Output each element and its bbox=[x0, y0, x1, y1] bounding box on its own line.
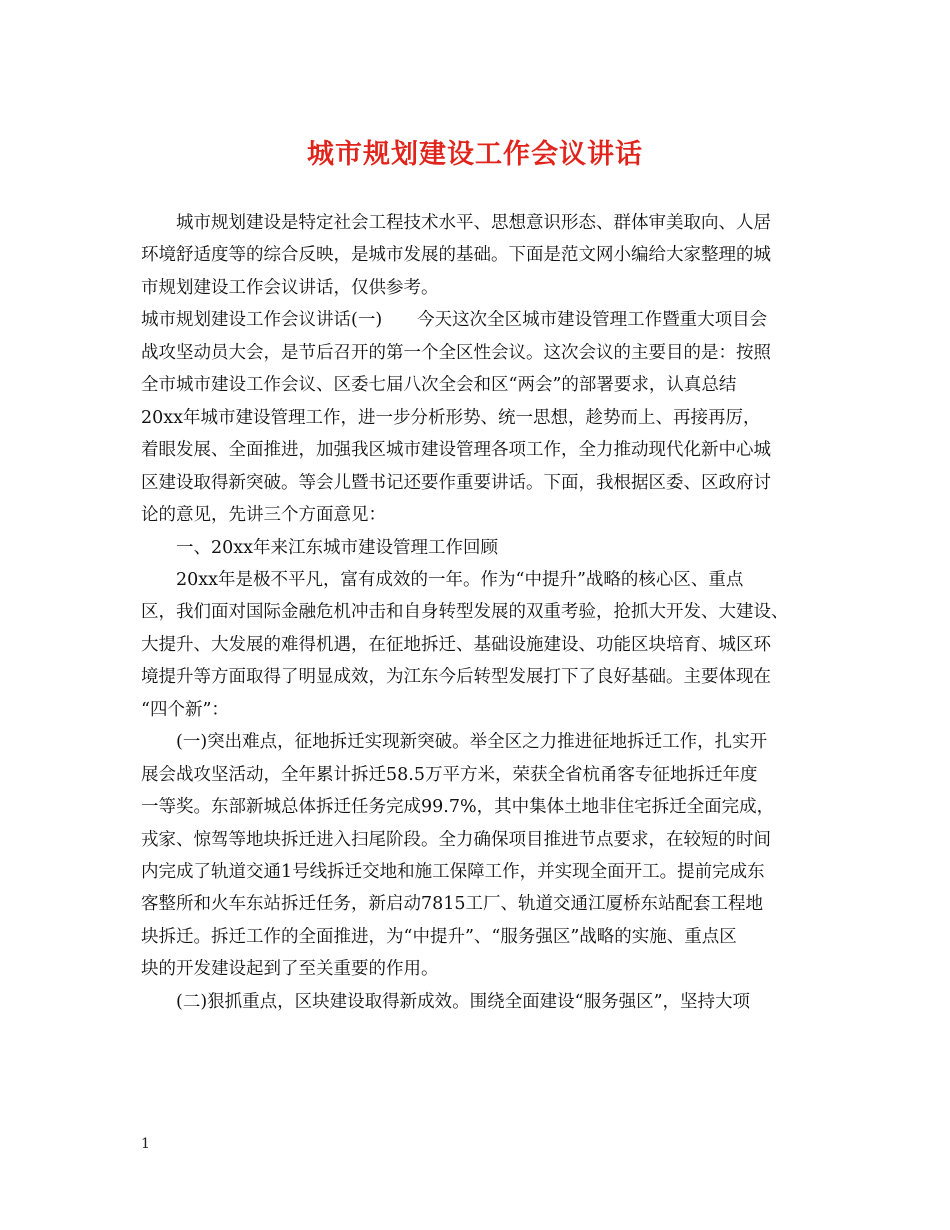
body-line: 大提升、大发展的难得机遇，在征地拆迁、基础设施建设、功能区块培育、城区环 bbox=[141, 635, 771, 655]
body-line: 环境舒适度等的综合反映，是城市发展的基础。下面是范文网小编给大家整理的城 bbox=[141, 245, 771, 265]
body-line: 市规划建设工作会议讲话，仅供参考。 bbox=[141, 278, 439, 298]
body-line: 全市城市建设工作会议、区委七届八次全会和区“两会”的部署要求，认真总结 bbox=[141, 375, 737, 395]
body-line: 着眼发展、全面推进，加强我区城市建设管理各项工作，全力推动现代化新中心城 bbox=[141, 440, 771, 460]
body-line: 一、20xx年来江东城市建设管理工作回顾 bbox=[141, 538, 499, 558]
body-line: 戎家、惊驾等地块拆迁进入扫尾阶段。全力确保项目推进节点要求，在较短的时间 bbox=[141, 830, 771, 850]
body-line: 区，我们面对国际金融危机冲击和自身转型发展的双重考验，抢抓大开发、大建设、 bbox=[141, 602, 789, 622]
body-line: 块的开发建设起到了至关重要的作用。 bbox=[141, 959, 439, 979]
body-line: “四个新”： bbox=[141, 700, 229, 720]
body-line: (二)狠抓重点，区块建设取得新成效。围绕全面建设“服务强区”，坚持大项 bbox=[141, 992, 751, 1012]
body-line: 论的意见，先讲三个方面意见： bbox=[141, 505, 386, 525]
body-line: (一)突出难点，征地拆迁实现新突破。举全区之力推进征地拆迁工作，扎实开 bbox=[141, 732, 768, 752]
body-line: 展会战攻坚活动，全年累计拆迁58.5万平方米，荣获全省杭甬客专征地拆迁年度 bbox=[141, 765, 758, 785]
document-title: 城市规划建设工作会议讲话 bbox=[307, 139, 643, 170]
page-number: 1 bbox=[141, 1136, 150, 1152]
body-line: 城市规划建设工作会议讲话(一) 今天这次全区城市建设管理工作暨重大项目会 bbox=[141, 310, 768, 330]
body-line: 一等奖。东部新城总体拆迁任务完成99.7%，其中集体土地非住宅拆迁全面完成， bbox=[141, 797, 775, 817]
body-line: 城市规划建设是特定社会工程技术水平、思想意识形态、群体审美取向、人居 bbox=[141, 213, 771, 233]
body-line: 内完成了轨道交通1号线拆迁交地和施工保障工作，并实现全面开工。提前完成东 bbox=[141, 862, 765, 882]
body-line: 20xx年城市建设管理工作，进一步分析形势、统一思想，趁势而上、再接再厉， bbox=[141, 408, 761, 428]
body-line: 区建设取得新突破。等会儿暨书记还要作重要讲话。下面，我根据区委、区政府讨 bbox=[141, 473, 771, 493]
body-line: 战攻坚动员大会，是节后召开的第一个全区性会议。这次会议的主要目的是：按照 bbox=[141, 343, 771, 363]
body-line: 20xx年是极不平凡，富有成效的一年。作为“中提升”战略的核心区、重点 bbox=[141, 570, 744, 590]
body-line: 境提升等方面取得了明显成效，为江东今后转型发展打下了良好基础。主要体现在 bbox=[141, 667, 771, 687]
body-line: 块拆迁。拆迁工作的全面推进，为“中提升”、“服务强区”战略的实施、重点区 bbox=[141, 927, 737, 947]
body-line: 客整所和火车东站拆迁任务，新启动7815工厂、轨道交通江厦桥东站配套工程地 bbox=[141, 894, 764, 914]
